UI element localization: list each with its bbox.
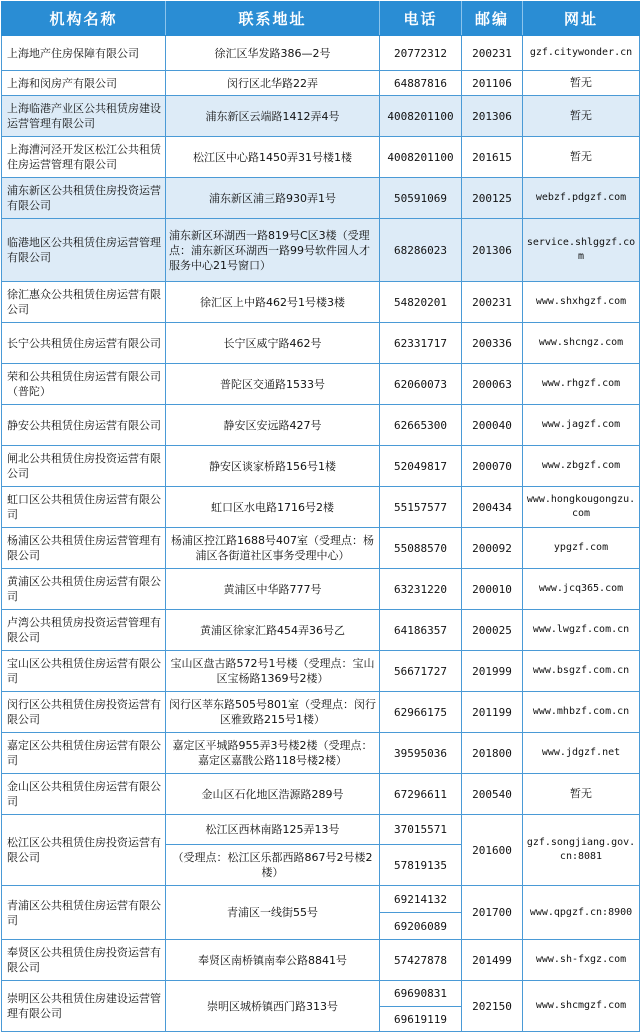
header-website: 网址 — [523, 2, 640, 36]
agency-name: 浦东新区公共租赁住房投资运营有限公司 — [2, 178, 166, 219]
agency-zip: 201700 — [462, 886, 523, 940]
agency-zip: 200010 — [462, 569, 523, 610]
agency-name: 虹口区公共租赁住房运营有限公司 — [2, 487, 166, 528]
agency-name: 长宁公共租赁住房运营有限公司 — [2, 323, 166, 364]
agency-address: 松江区中心路1450弄31号楼1楼 — [166, 137, 380, 178]
agency-zip: 201615 — [462, 137, 523, 178]
agency-name: 上海和闵房产有限公司 — [2, 71, 166, 96]
agency-name: 青浦区公共租赁住房运营有限公司 — [2, 886, 166, 940]
agency-website[interactable]: service.shlggzf.com — [523, 219, 640, 282]
agency-phone: 67296611 — [380, 774, 462, 815]
header-name: 机构名称 — [2, 2, 166, 36]
header-zip: 邮编 — [462, 2, 523, 36]
agency-phone: 39595036 — [380, 733, 462, 774]
header-address: 联系地址 — [166, 2, 380, 36]
agency-name: 静安公共租赁住房运营有限公司 — [2, 405, 166, 446]
agency-phone: 64887816 — [380, 71, 462, 96]
agency-website[interactable]: gzf.citywonder.cn — [523, 36, 640, 71]
agency-name: 金山区公共租赁住房运营有限公司 — [2, 774, 166, 815]
agency-phone: 4008201100 — [380, 137, 462, 178]
agency-phone: 54820201 — [380, 282, 462, 323]
agency-address: 徐汇区上中路462号1号楼3楼 — [166, 282, 380, 323]
table-row — [2, 733, 640, 774]
agency-phone: 69214132 — [380, 886, 462, 913]
agency-address: 黄浦区徐家汇路454弄36号乙 — [166, 610, 380, 651]
agency-zip: 201499 — [462, 940, 523, 981]
agency-phone: 37015571 — [380, 815, 462, 845]
agency-website[interactable]: webzf.pdgzf.com — [523, 178, 640, 219]
agency-phone: 62966175 — [380, 692, 462, 733]
agency-website: 暂无 — [523, 774, 640, 815]
agency-website[interactable]: gzf.songjiang.gov.cn:8081 — [523, 815, 640, 886]
agency-website: 暂无 — [523, 71, 640, 96]
agency-address: 嘉定区平城路955弄3号楼2楼（受理点：嘉定区嘉戬公路118号楼2楼） — [166, 733, 380, 774]
agency-website[interactable]: www.qpgzf.cn:8900 — [523, 886, 640, 940]
agency-address: 闵行区莘东路505号801室（受理点：闵行区雅致路215号1楼） — [166, 692, 380, 733]
table-row — [2, 569, 640, 610]
agency-address: 浦东新区环湖西一路819号C区3楼（受理点：浦东新区环湖西一路99号软件园人才服务中心21号窗口） — [166, 219, 380, 282]
agency-address: 杨浦区控江路1688号407室（受理点：杨浦区各街道社区事务受理中心） — [166, 528, 380, 569]
table-row — [2, 96, 640, 137]
agency-name: 临港地区公共租赁住房运营管理有限公司 — [2, 219, 166, 282]
table-row — [2, 692, 640, 733]
agency-phone: 62665300 — [380, 405, 462, 446]
agency-address: 金山区石化地区浩源路289号 — [166, 774, 380, 815]
agency-website[interactable]: www.shxhgzf.com — [523, 282, 640, 323]
agency-website[interactable]: www.jagzf.com — [523, 405, 640, 446]
agency-phone: 55088570 — [380, 528, 462, 569]
agency-website[interactable]: www.rhgzf.com — [523, 364, 640, 405]
housing-agency-table — [1, 1, 640, 1032]
table-row — [2, 815, 640, 845]
agency-name: 闸北公共租赁住房投资运营有限公司 — [2, 446, 166, 487]
agency-zip: 201306 — [462, 219, 523, 282]
table-row — [2, 610, 640, 651]
table-row — [2, 886, 640, 913]
agency-address: 宝山区盘古路572号1号楼（受理点：宝山区宝杨路1369号2楼） — [166, 651, 380, 692]
agency-zip: 200336 — [462, 323, 523, 364]
table-row — [2, 323, 640, 364]
agency-phone: 68286023 — [380, 219, 462, 282]
agency-address: 普陀区交通路1533号 — [166, 364, 380, 405]
agency-phone: 56671727 — [380, 651, 462, 692]
agency-address: 静安区安远路427号 — [166, 405, 380, 446]
agency-zip: 200092 — [462, 528, 523, 569]
agency-phone: 62331717 — [380, 323, 462, 364]
agency-zip: 201800 — [462, 733, 523, 774]
agency-website[interactable]: www.shcngz.com — [523, 323, 640, 364]
agency-address: 长宁区威宁路462号 — [166, 323, 380, 364]
agency-website[interactable]: www.zbgzf.com — [523, 446, 640, 487]
header-row — [2, 2, 640, 36]
table-row — [2, 219, 640, 282]
table-row — [2, 651, 640, 692]
table-row — [2, 981, 640, 1007]
agency-website[interactable]: www.sh-fxgz.com — [523, 940, 640, 981]
agency-website[interactable]: www.bsgzf.com.cn — [523, 651, 640, 692]
agency-zip: 200040 — [462, 405, 523, 446]
agency-zip: 202150 — [462, 981, 523, 1032]
agency-name: 卢湾公共租赁房投资运营管理有限公司 — [2, 610, 166, 651]
agency-address: 徐汇区华发路386—2号 — [166, 36, 380, 71]
agency-website[interactable]: www.jcq365.com — [523, 569, 640, 610]
agency-name: 上海临港产业区公共租赁房建设运营管理有限公司 — [2, 96, 166, 137]
agency-address: 崇明区城桥镇西门路313号 — [166, 981, 380, 1032]
agency-address: 奉贤区南桥镇南奉公路8841号 — [166, 940, 380, 981]
agency-name: 奉贤区公共租赁住房投资运营有限公司 — [2, 940, 166, 981]
table-row — [2, 178, 640, 219]
table-row — [2, 487, 640, 528]
agency-name: 崇明区公共租赁住房建设运营管理有限公司 — [2, 981, 166, 1032]
table-row — [2, 282, 640, 323]
agency-address-secondary: （受理点：松江区乐都西路867号2号楼2楼） — [166, 845, 380, 886]
agency-website: 暂无 — [523, 137, 640, 178]
agency-website[interactable]: www.mhbzf.com.cn — [523, 692, 640, 733]
agency-zip: 201306 — [462, 96, 523, 137]
agency-phone: 64186357 — [380, 610, 462, 651]
agency-phone: 57427878 — [380, 940, 462, 981]
table-row — [2, 36, 640, 71]
agency-name: 徐汇惠众公共租赁住房运营有限公司 — [2, 282, 166, 323]
agency-name: 闵行区公共租赁住房投资运营有限公司 — [2, 692, 166, 733]
table-row — [2, 940, 640, 981]
agency-address: 浦东新区云端路1412弄4号 — [166, 96, 380, 137]
agency-phone: 4008201100 — [380, 96, 462, 137]
agency-zip: 200231 — [462, 282, 523, 323]
agency-zip: 200231 — [462, 36, 523, 71]
agency-phone: 57819135 — [380, 845, 462, 886]
table-row — [2, 405, 640, 446]
agency-name: 松江区公共租赁住房投资运营有限公司 — [2, 815, 166, 886]
agency-zip: 201199 — [462, 692, 523, 733]
agency-address: 浦东新区浦三路930弄1号 — [166, 178, 380, 219]
agency-zip: 200434 — [462, 487, 523, 528]
agency-zip: 200540 — [462, 774, 523, 815]
agency-phone: 69206089 — [380, 913, 462, 940]
table-row — [2, 71, 640, 96]
agency-name: 嘉定区公共租赁住房运营有限公司 — [2, 733, 166, 774]
agency-name: 宝山区公共租赁住房运营有限公司 — [2, 651, 166, 692]
agency-zip: 201106 — [462, 71, 523, 96]
agency-name: 上海漕河泾开发区松江公共租赁住房运营管理有限公司 — [2, 137, 166, 178]
agency-phone: 20772312 — [380, 36, 462, 71]
agency-website[interactable]: www.lwgzf.com.cn — [523, 610, 640, 651]
table-row — [2, 137, 640, 178]
agency-name: 荣和公共租赁住房运营有限公司（普陀） — [2, 364, 166, 405]
agency-website: 暂无 — [523, 96, 640, 137]
agency-name: 黄浦区公共租赁住房运营有限公司 — [2, 569, 166, 610]
agency-phone: 69690831 — [380, 981, 462, 1007]
table-row — [2, 446, 640, 487]
agency-phone: 50591069 — [380, 178, 462, 219]
agency-name: 上海地产住房保障有限公司 — [2, 36, 166, 71]
agency-phone: 69619119 — [380, 1007, 462, 1032]
agency-zip: 201999 — [462, 651, 523, 692]
agency-website[interactable]: ypgzf.com — [523, 528, 640, 569]
agency-phone: 63231220 — [380, 569, 462, 610]
agency-phone: 62060073 — [380, 364, 462, 405]
agency-zip: 200125 — [462, 178, 523, 219]
agency-address: 虹口区水电路1716号2楼 — [166, 487, 380, 528]
header-phone: 电话 — [380, 2, 462, 36]
agency-zip: 200063 — [462, 364, 523, 405]
agency-website[interactable]: www.jdgzf.net — [523, 733, 640, 774]
agency-name: 杨浦区公共租赁住房运营管理有限公司 — [2, 528, 166, 569]
agency-phone: 52049817 — [380, 446, 462, 487]
table-row — [2, 528, 640, 569]
table-row — [2, 774, 640, 815]
agency-address: 静安区谈家桥路156号1楼 — [166, 446, 380, 487]
agency-address: 青浦区一线街55号 — [166, 886, 380, 940]
agency-zip: 201600 — [462, 815, 523, 886]
agency-website[interactable]: www.hongkougongzu.com — [523, 487, 640, 528]
agency-website[interactable]: www.shcmgzf.com — [523, 981, 640, 1032]
agency-zip: 200025 — [462, 610, 523, 651]
agency-zip: 200070 — [462, 446, 523, 487]
agency-phone: 55157577 — [380, 487, 462, 528]
agency-address: 松江区西林南路125弄13号 — [166, 815, 380, 845]
agency-address: 黄浦区中华路777号 — [166, 569, 380, 610]
agency-address: 闵行区北华路22弄 — [166, 71, 380, 96]
table-row — [2, 364, 640, 405]
